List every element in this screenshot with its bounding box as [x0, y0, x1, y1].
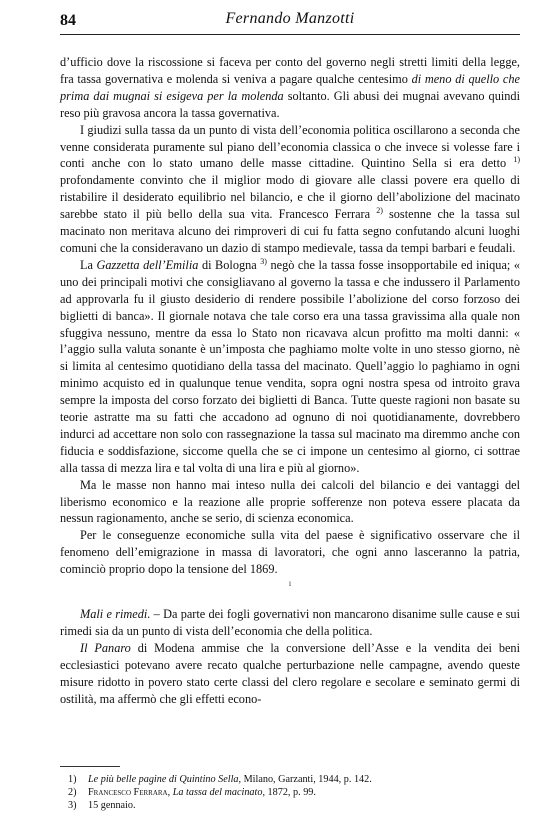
footnote-ref: 2) [376, 206, 383, 216]
paragraph: Ma le masse non hanno mai inteso nulla dei calcoli del bilancio e dei vantaggi del liberismo economico e la reazione alle proprie sofferenze non poteva essere placata da nessun ragionamento, anche se serio, di scienza economica. [60, 477, 520, 526]
footnotes [60, 766, 520, 812]
paragraph: I giudizi sulla tassa da un punto di vista dell’economia politica oscillarono a seconda che venne considerata puramente sul piano dell’economia classica o che invece si volesse fare i conti anche con lo stato umano delle masse cittadine. Quintino Sella si era detto $^{1)}$ profondamente convinto che il miglior modo di giovare alle classi povere era quello di ristabilire il desiderato equilibrio nel bilancio, e che il giorno dell’abolizione del macinato sarebbe stato il più bello della sua vita. Francesco Ferrara $^{2)}$ sostenne che la tassa sul macinato non meritava alcuno dei rimproveri di cui fu fatta segno confutando alcuni luoghi comuni che la consideravano un dazio di stampo medievale, tassa da tempi barbari e feudali. [60, 122, 520, 255]
footnote-rule [60, 766, 120, 767]
body-text [60, 54, 520, 708]
running-title: Fernando Manzotti [225, 10, 355, 27]
section-mark: ı [288, 578, 292, 589]
page-number: 84 [60, 12, 76, 29]
section-heading: Mali e rimedi. [80, 607, 151, 622]
paragraph: Il Panaro di Modena ammise che la conversione dell’Asse e la vendita dei beni ecclesiastici potevano avere recato qualche perturbazione nelle campagne, avendo queste misure ridotto in povero stato certe classi del clero regolare e secolare e seminato germi di ostilità, ma affermò che gli effetti econo- [60, 640, 520, 706]
page-header [60, 8, 520, 35]
paragraph: Per le conseguenze economiche sulla vita del paese è significativo osservare che il fenomeno dell’emigrazione in massa di lavoratori, che ogni anno lasceranno la patria, cominciò proprio dopo la tensione del 1869. [60, 528, 520, 577]
footnote: 2) Francesco Ferrara, La tassa del macinato, 1872, p. 99. [68, 787, 316, 798]
paragraph: Mali e rimedi. – Da parte dei fogli governativi non mancarono disanime sulle cause e sui rimedi sia da un punto di vista dell’economia che della politica. [60, 607, 520, 638]
footnote-ref: 3) [260, 256, 267, 266]
paragraph: La Gazzetta dell’Emilia di Bologna $^{3)}$ negò che la tassa fosse insopportabile ed iniqua; « uno dei principali motivi che consigliavano al governo la tassa e che indussero il Parlamento ad approvarla fu il giusto desiderio di rendere possibile l’abolizione del corso forzoso dei biglietti di banca». Il giornale notava che tale corso era una tassa gravissima alla quale non sfuggiva nessuno, mentre da essa lo Stato non ricavava alcun profitto ma molti danni: « l’aggio sulla valuta sonante è un’imposta che paghiamo molte volte in uno stesso giorno, nè si limita al centesimo quotidiano della tassa del macinato. Quell’aggio lo paghiamo in ogni minimo acquisto ed in qualunque tenue vendita, sopra ogni nostra spesa od introito grava sempre la imposta del corso forzato dei biglietti di Banca. Tutte queste ragioni non basate su teorie astratte ma su fatti che accadono ad ognuno di noi quotidianamente, dovrebbero indurci ad accettare non solo con rassegnazione la tassa sul macinato ma diremmo anche con fiducia e soddisfazione, siccome quella che se ci impone un centesimo al giorno, ci sottrae alla tassa di mezza lira e tal volta di una lira e più al giorno». [60, 256, 521, 475]
paragraph: d’ufficio dove la riscossione si faceva per conto del governo negli stretti limiti della legge, fra tassa governativa e molenda si veniva a pagare qualche centesimo di meno di quello che prima dai mugnai si esigeva per la molenda soltanto. Gli abusi dei mugnai avevano quindi reso più gravosa ancora la tassa governativa. [60, 55, 520, 120]
footnote-ref: 1) [513, 155, 520, 165]
footnote: 1) Le più belle pagine di Quintino Sella, Milano, Garzanti, 1944, p. 142. [68, 774, 372, 785]
footnote: 3) 15 gennaio. [68, 800, 136, 811]
